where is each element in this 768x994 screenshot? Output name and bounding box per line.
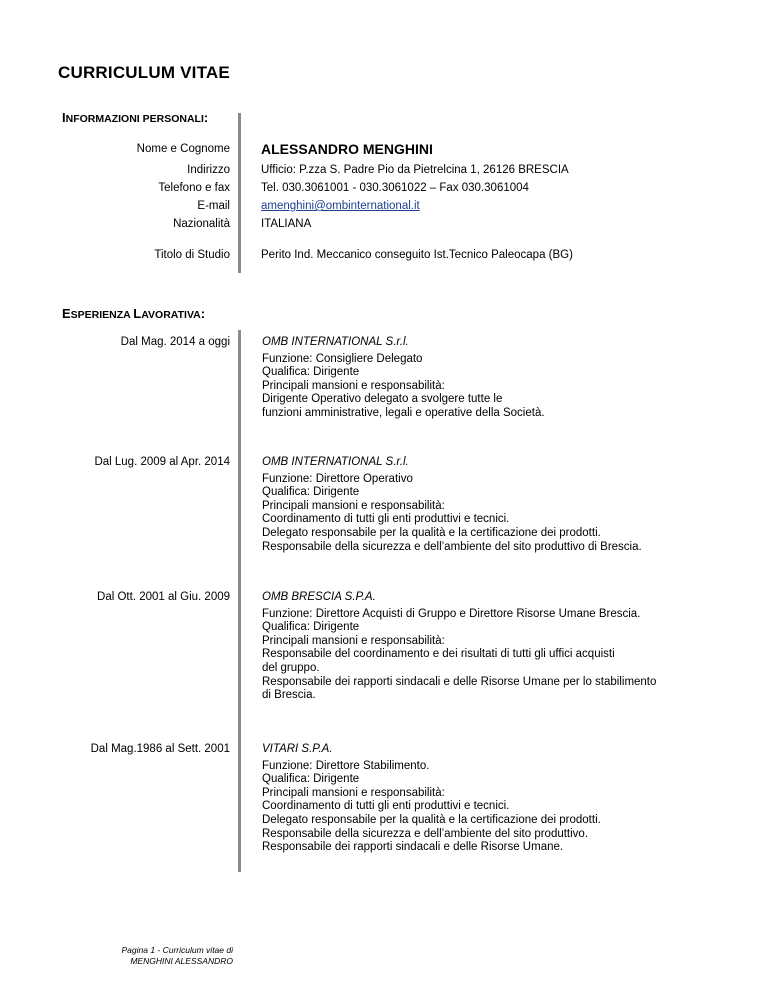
- job-line: del gruppo.: [262, 661, 320, 674]
- label-phone-fax: Telefono e fax: [158, 182, 230, 194]
- job-line: Responsabile dei rapporti sindacali e delle Risorse Umane.: [262, 841, 564, 854]
- job-line: Funzione: Consigliere Delegato: [262, 352, 423, 365]
- education-value: Perito Ind. Meccanico conseguito Ist.Tecnico Paleocapa (BG): [261, 249, 573, 261]
- job-line: Qualifica: Dirigente: [262, 366, 360, 379]
- job-line: Funzione: Direttore Stabilimento.: [262, 759, 430, 772]
- page-footer: [122, 945, 234, 967]
- job-line: Principali mansioni e responsabilità:: [262, 379, 445, 392]
- label-email: E-mail: [197, 200, 230, 212]
- job-entry: [262, 456, 642, 554]
- job-line: Qualifica: Dirigente: [262, 486, 360, 499]
- label-nationality: Nazionalità: [173, 218, 230, 230]
- job-line: funzioni amministrative, legali e operative della Società.: [262, 406, 545, 419]
- vertical-divider-personal: [238, 113, 241, 273]
- job-line: Responsabile della sicurezza e dell’ambiente del sito produttivo di Brescia.: [262, 540, 642, 553]
- job-period: Dal Mag. 2014 a oggi: [120, 336, 230, 348]
- job-line: Qualifica: Dirigente: [262, 621, 360, 634]
- job-line: Responsabile dei rapporti sindacali e delle Risorse Umane per lo stabilimento: [262, 675, 657, 688]
- footer-line-2: MENGHINI ALESSANDRO: [130, 956, 233, 966]
- document-title: CURRICULUM VITAE: [58, 63, 230, 82]
- footer-line-1: Pagina 1 - Curriculum vitae di: [121, 945, 233, 955]
- experience-heading: ESPERIENZA LAVORATIVA:: [62, 306, 206, 321]
- job-entry: [262, 591, 656, 703]
- job-line: Responsabile della sicurezza e dell’ambiente del sito produttivo.: [262, 827, 589, 840]
- label-education: Titolo di Studio: [154, 249, 230, 261]
- nationality-value: ITALIANA: [261, 218, 312, 230]
- job-line: Qualifica: Dirigente: [262, 773, 360, 786]
- job-line: Principali mansioni e responsabilità:: [262, 786, 445, 799]
- job-company: VITARI S.P.A.: [262, 743, 333, 755]
- job-entry: [262, 336, 545, 421]
- job-period: Dal Ott. 2001 al Giu. 2009: [97, 591, 230, 603]
- job-company: OMB INTERNATIONAL S.r.l.: [262, 336, 409, 348]
- job-period: Dal Lug. 2009 al Apr. 2014: [94, 456, 230, 468]
- job-period: Dal Mag.1986 al Sett. 2001: [90, 743, 230, 755]
- job-entry: [262, 743, 601, 855]
- full-name: ALESSANDRO MENGHINI: [261, 141, 433, 157]
- job-company: OMB INTERNATIONAL S.r.l.: [262, 456, 409, 468]
- vertical-divider-experience: [238, 330, 241, 872]
- label-address: Indirizzo: [187, 164, 230, 176]
- job-line: Coordinamento di tutti gli enti produttivi e tecnici.: [262, 513, 510, 526]
- personal-info-heading: INFORMAZIONI PERSONALI:: [62, 110, 209, 125]
- job-line: Principali mansioni e responsabilità:: [262, 499, 445, 512]
- job-line: Delegato responsabile per la qualità e la certificazione dei prodotti.: [262, 813, 601, 826]
- label-name: Nome e Cognome: [136, 143, 230, 155]
- job-line: Funzione: Direttore Operativo: [262, 472, 413, 485]
- job-line: di Brescia.: [262, 689, 316, 702]
- email-link[interactable]: amenghini@ombinternational.it: [261, 200, 420, 212]
- address-value: Ufficio: P.zza S. Padre Pio da Pietrelcina 1, 26126 BRESCIA: [261, 164, 569, 176]
- job-line: Dirigente Operativo delegato a svolgere tutte le: [262, 393, 503, 406]
- job-line: Funzione: Direttore Acquisti di Gruppo e Direttore Risorse Umane Brescia.: [262, 607, 641, 620]
- job-line: Responsabile del coordinamento e dei risultati di tutti gli uffici acquisti: [262, 648, 615, 661]
- phone-fax-value: Tel. 030.3061001 - 030.3061022 – Fax 030.3061004: [261, 182, 529, 194]
- job-line: Coordinamento di tutti gli enti produttivi e tecnici.: [262, 800, 510, 813]
- job-line: Delegato responsabile per la qualità e la certificazione dei prodotti.: [262, 526, 601, 539]
- job-company: OMB BRESCIA S.P.A.: [262, 591, 376, 603]
- job-line: Principali mansioni e responsabilità:: [262, 634, 445, 647]
